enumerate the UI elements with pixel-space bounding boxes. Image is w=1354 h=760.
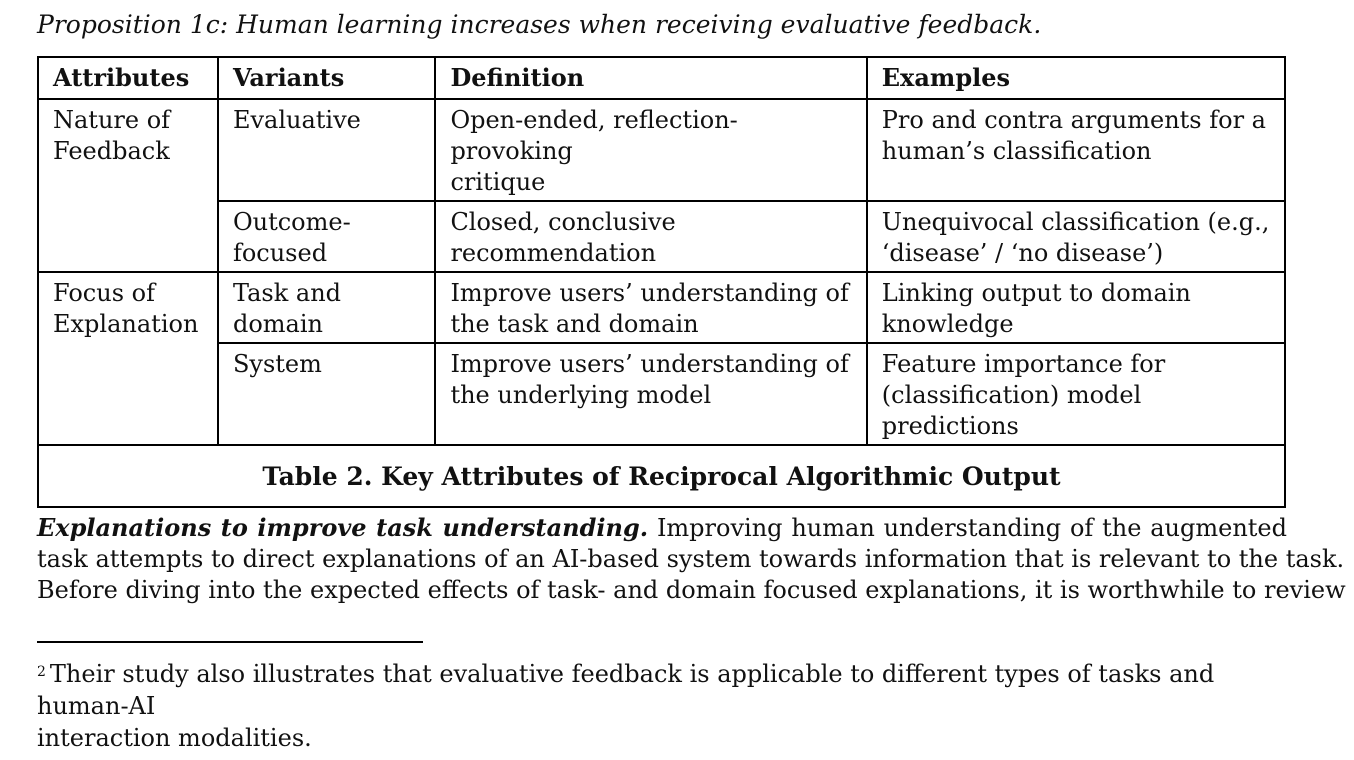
footnote-divider <box>37 641 423 643</box>
header-variants: Variants <box>218 57 435 99</box>
example-line: Feature importance for <box>881 350 1166 378</box>
variant-cell <box>218 99 435 201</box>
footnote-text: Their study also illustrates that evaluative feedback is applicable to different types of tasks and human-AI <box>37 660 1215 720</box>
footnote-line <box>37 656 1287 722</box>
proposition-text: Proposition 1c: Human learning increases when receiving evaluative feedback. <box>37 10 1042 39</box>
example-line: ‘disease’ / ‘no disease’) <box>881 239 1164 267</box>
variant-cell <box>218 343 435 445</box>
table-row <box>38 343 1285 445</box>
example-line: predictions <box>881 412 1019 440</box>
example-cell <box>867 201 1285 272</box>
footnote-line: interaction modalities. <box>37 724 312 752</box>
variant-line: domain <box>232 310 323 338</box>
table-header-row <box>38 57 1285 99</box>
example-cell <box>867 343 1285 445</box>
example-line: Unequivocal classification (e.g., <box>881 208 1270 236</box>
definition-cell <box>435 201 866 272</box>
definition-line: Open-ended, reflection-provoking <box>450 106 738 165</box>
table-row <box>38 272 1285 343</box>
example-cell <box>867 272 1285 343</box>
example-line: human’s classification <box>881 137 1152 165</box>
definition-cell <box>435 343 866 445</box>
paragraph-line: Before diving into the expected effects of task- and domain focused explanations, it is worthwhile to review <box>37 576 1346 604</box>
table-row <box>38 99 1285 201</box>
variant-line: Evaluative <box>232 106 361 134</box>
paragraph-line: task attempts to direct explanations of an AI-based system towards information that is relevant to the task. <box>37 545 1345 573</box>
paragraph-line <box>37 512 1287 544</box>
table-row <box>38 201 1285 272</box>
definition-line: the task and domain <box>450 310 699 338</box>
footnote <box>37 656 1287 754</box>
definition-line: Closed, conclusive <box>450 208 676 236</box>
definition-line: recommendation <box>450 239 657 267</box>
attribute-cell-focus-of-explanation <box>38 272 218 445</box>
definition-cell <box>435 99 866 201</box>
variant-line: System <box>232 350 322 378</box>
body-paragraph <box>37 512 1346 606</box>
variant-line: Task and <box>232 279 342 307</box>
table-caption: Table 2. Key Attributes of Reciprocal Algorithmic Output <box>38 445 1285 507</box>
example-line: (classification) model <box>881 381 1142 409</box>
paragraph-line-text: Improving human understanding of the augmented <box>648 514 1287 542</box>
definition-line: Improve users’ understanding of <box>450 350 849 378</box>
variant-line: Outcome- <box>232 208 351 236</box>
variant-cell <box>218 272 435 343</box>
table-caption-row <box>38 445 1285 507</box>
header-examples: Examples <box>867 57 1285 99</box>
variant-cell <box>218 201 435 272</box>
attributes-table <box>37 56 1286 508</box>
definition-line: the underlying model <box>450 381 712 409</box>
variant-line: focused <box>232 239 328 267</box>
footnote-marker: 2 <box>37 664 46 680</box>
attribute-line: Nature of <box>53 106 171 134</box>
header-definition: Definition <box>435 57 866 99</box>
example-line: Pro and contra arguments for a <box>881 106 1266 134</box>
definition-line: Improve users’ understanding of <box>450 279 849 307</box>
attribute-line: Feedback <box>53 137 170 165</box>
attribute-cell-nature-of-feedback <box>38 99 218 272</box>
example-cell <box>867 99 1285 201</box>
attribute-line: Explanation <box>53 310 199 338</box>
definition-line: critique <box>450 168 546 196</box>
example-line: knowledge <box>881 310 1014 338</box>
attribute-line: Focus of <box>53 279 155 307</box>
header-attributes: Attributes <box>38 57 218 99</box>
example-line: Linking output to domain <box>881 279 1191 307</box>
paragraph-lead-heading: Explanations to improve task understanding. <box>37 513 649 542</box>
definition-cell <box>435 272 866 343</box>
